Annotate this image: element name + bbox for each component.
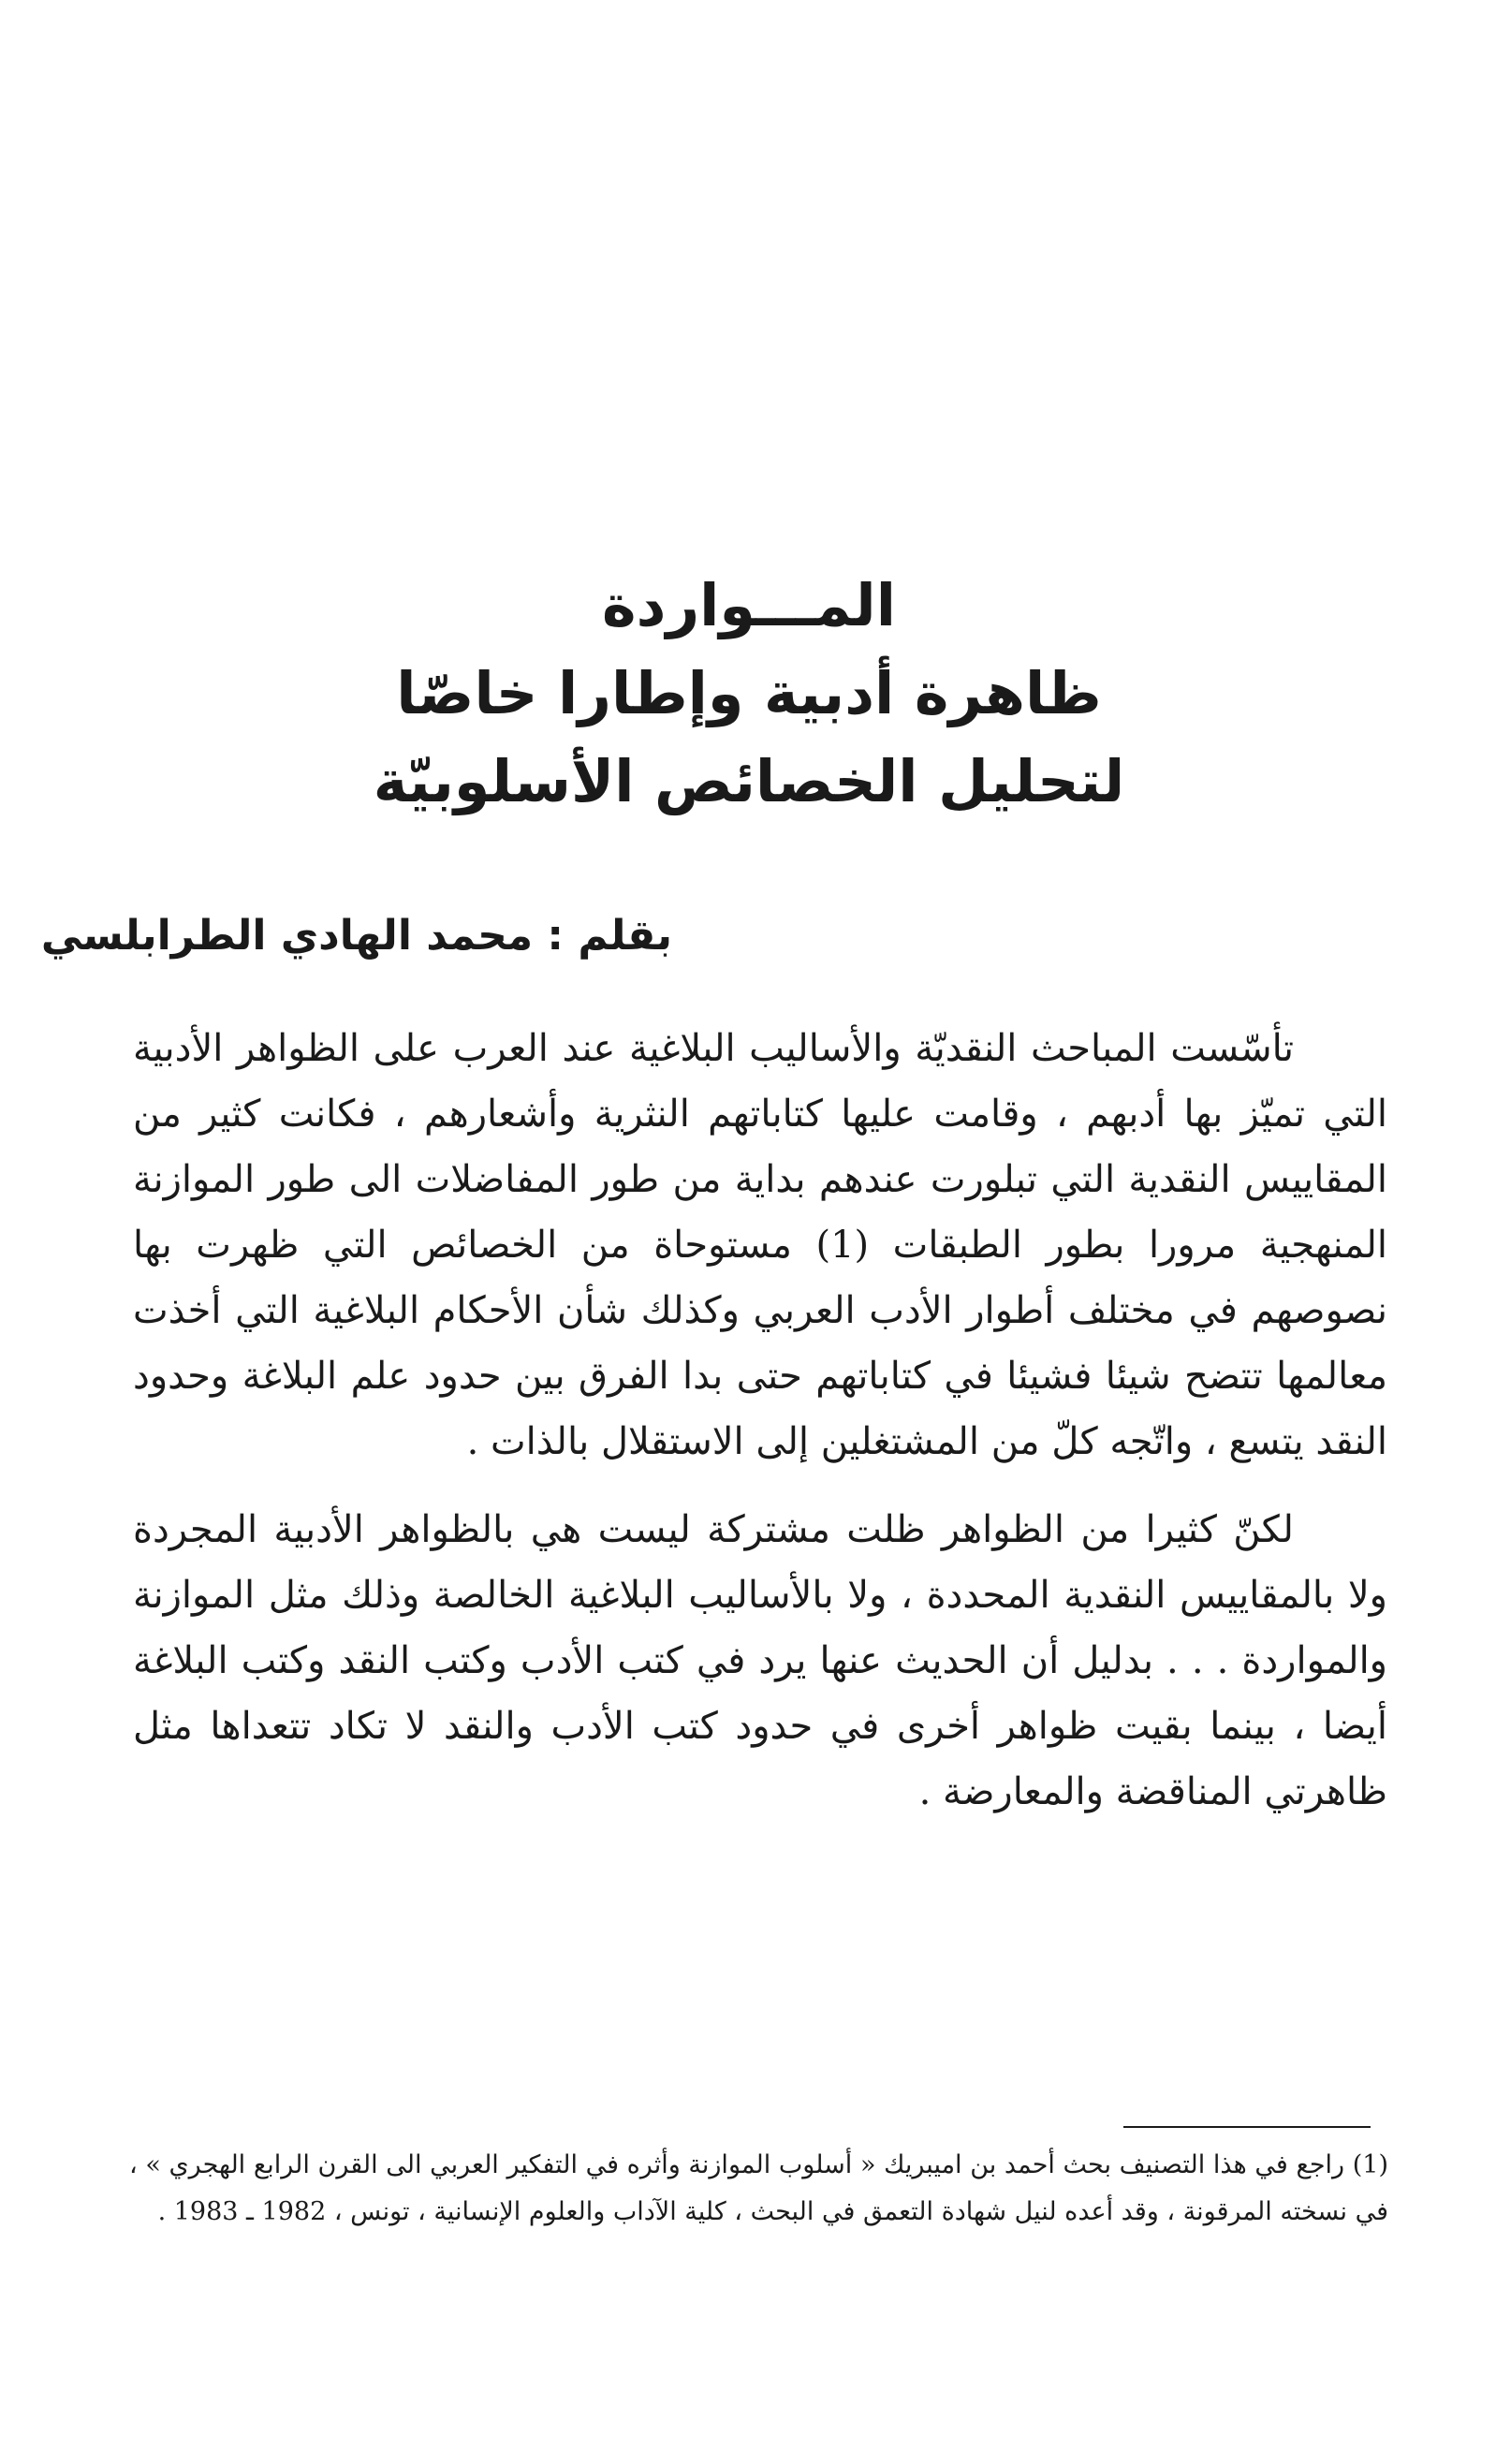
article-title xyxy=(281,562,1217,826)
title-line-1: المـــواردة xyxy=(602,571,896,639)
author-prefix: بقلم : xyxy=(547,912,672,960)
article-body xyxy=(133,1016,1387,1847)
body-paragraph-1: تأسّست المباحث النقديّة والأساليب البلاغية عند العرب على الظواهر الأدبية التي تميّز بها أدبهم ، وقامت عليها كتاباتهم النثرية وأشعارهم ، فكانت كثير من المقاييس النقدية التي تبلورت عندهم بداية من طور المفاضلات الى طور الموازنة المنهجية مرورا بطور الطبقات (1) مستوحاة من الخصائص التي ظهرت بها نصوصهم في مختلف أطوار الأدب العربي وكذلك شأن الأحكام البلاغية التي أخذت معالمها تتضح شيئا فشيئا في كتاباتهم حتى بدا الفرق بين حدود علم البلاغة وحدود النقد يتسع ، واتّجه كلّ من المشتغلين إلى الاستقلال بالذات . xyxy=(133,1027,1387,1463)
title-line-2: ظاهرة أدبية وإطارا خاصّا xyxy=(396,659,1102,727)
footnote-separator xyxy=(1123,2126,1371,2128)
footnote xyxy=(129,2142,1388,2236)
author-name: محمد الهادي الطرابلسي xyxy=(40,912,534,960)
body-paragraph-2: لكنّ كثيرا من الظواهر ظلت مشتركة ليست هي بالظواهر الأدبية المجردة ولا بالمقاييس النقدية المحددة ، ولا بالأساليب البلاغية الخالصة وذلك مثل الموازنة والمواردة . . . بدليل أن الحديث عنها يرد في كتب الأدب وكتب النقد وكتب البلاغة أيضا ، بينما بقيت ظواهر أخرى في حدود كتب الأدب والنقد لا تكاد تتعداها مثل ظاهرتي المناقضة والمعارضة . xyxy=(133,1508,1387,1813)
footnote-text: (1) راجع في هذا التصنيف بحث أحمد بن اميبريك « أسلوب الموازنة وأثره في التفكير العربي الى القرن الرابع الهجري » ، في نسخته المرقونة ، وقد أعده لنيل شهادة التعمق في البحث ، كلية الآداب والعلوم الإنسانية ، تونس ، 1982 ـ 1983 . xyxy=(129,2150,1388,2226)
author-byline xyxy=(40,908,672,964)
title-line-3: لتحليل الخصائص الأسلوبيّة xyxy=(373,747,1125,815)
